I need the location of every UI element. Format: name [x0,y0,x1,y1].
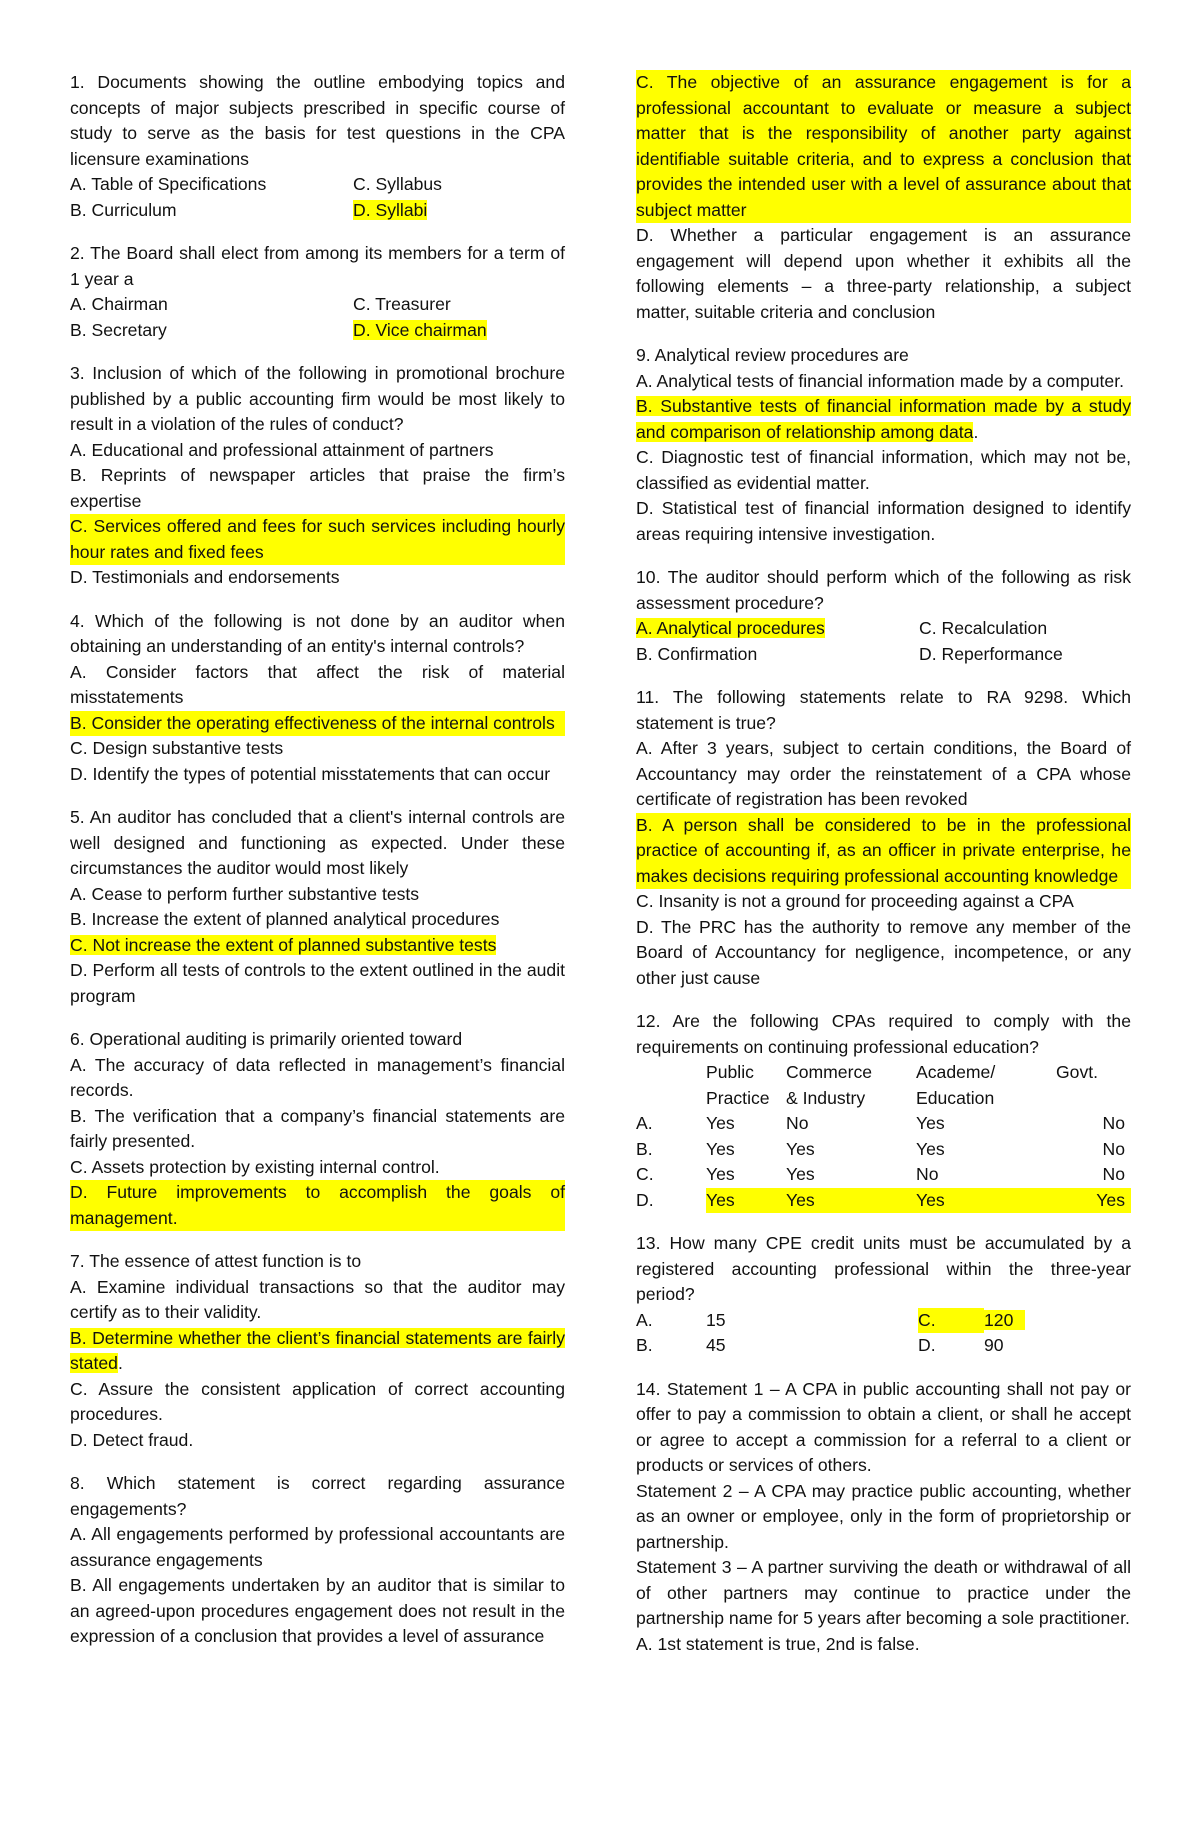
question-stem: 10. The auditor should perform which of the following as risk assessment procedure? [636,567,1131,613]
question-stem: 12. Are the following CPAs required to comply with the requirements on continuing professional education? [636,1011,1131,1057]
option-c-answer: C. Services offered and fees for such services including hourly hour rates and fixed fees [70,514,565,565]
question-1 [70,70,565,223]
option-c: C. Treasurer [353,294,451,314]
option-a: A. Cease to perform further substantive tests [70,883,420,904]
row-label: B. [636,1138,653,1159]
option-d: D. Detect fraud. [70,1429,194,1450]
option-b: B. Reprints of newspaper articles that praise the firm’s expertise [70,465,565,511]
option-b: B. The verification that a company’s financial statements are fairly presented. [70,1105,565,1151]
row-label: A. [636,1113,653,1133]
option-a-answer: A. Analytical procedures [636,618,825,638]
question-stem: 5. An auditor has concluded that a client's internal controls are well designed and functioning as expected. Under these circumstances the auditor would most likely [70,807,565,878]
question-13 [636,1231,1131,1359]
table-cell: No [1102,1113,1125,1133]
option-a: A. Examine individual transactions so that the auditor may certify as to their validity. [70,1276,565,1322]
table-cell: Yes [916,1138,945,1159]
question-4 [70,609,565,788]
option-b-label: B. [636,1335,653,1355]
table-cell: Yes [786,1188,916,1214]
header-cell: Practice [706,1087,770,1108]
table-row [636,1111,1131,1137]
option-a: A. Table of Specifications [70,174,267,194]
question-stem: 13. How many CPE credit units must be accumulated by a registered accounting professional within the three-year period? [636,1233,1131,1304]
table-cell: No [916,1164,939,1184]
table-cell: Yes [706,1113,735,1133]
option-a-value: 15 [706,1309,726,1330]
header-cell: Education [916,1087,995,1108]
question-10 [636,565,1131,667]
option-a: A. Analytical tests of financial information made by a computer. [636,370,1124,391]
table-cell: Yes [786,1138,815,1159]
table-cell: No [786,1113,809,1133]
option-c: C. Assure the consistent application of correct accounting procedures. [70,1378,565,1424]
option-grid [70,292,565,343]
row-label: C. [636,1164,654,1184]
option-b: B. Increase the extent of planned analytical procedures [70,909,500,929]
question-stem: 9. Analytical review procedures are [636,345,909,365]
table-row [636,1137,1131,1163]
option-a: A. 1st statement is true, 2nd is false. [636,1633,920,1654]
credit-options-row-1 [636,1308,1131,1334]
option-c-answer-value: 120 [984,1310,1025,1330]
table-row-answer [636,1188,1131,1214]
question-6 [70,1027,565,1231]
question-2 [70,241,565,343]
statement-1: 14. Statement 1 – A CPA in public accounting shall not pay or offer to pay a commission to obtain a client, or shall he accept or agree to accept a commission for a referral to a client or products or services of others. [636,1378,1131,1475]
table-cell: Yes [706,1188,786,1214]
table-row [636,1162,1131,1188]
right-column [636,70,1131,1657]
option-grid [636,616,1131,667]
credit-options-row-2 [636,1333,1131,1359]
question-9: 9. Analytical review procedures are A. Analytical tests of financial information made by a computer. B. Substantive tests of financial information made by a study and comparison of relationship among data. C. Diagnostic test of financial information, which may not be, classified as evidential matter. D. Statistical test of financial information designed to identify areas requiring intensive investigation. [636,343,1131,547]
table-cell: Yes [916,1113,945,1133]
question-stem: 11. The following statements relate to RA 9298. Which statement is true? [636,687,1131,733]
option-c-answer-label: C. [918,1308,984,1334]
cpe-table-header-2 [636,1086,1131,1112]
option-a: A. Consider factors that affect the risk of material misstatements [70,661,565,707]
option-d: D. Whether a particular engagement is an assurance engagement will depend upon whether it exhibits all the following elements – a three-party relationship, a subject matter, suitable criteria and conclusion [636,225,1131,322]
question-stem: 4. Which of the following is not done by an auditor when obtaining an understanding of an entity's internal controls? [70,610,565,656]
option-a: A. Chairman [70,294,168,314]
cpe-table-header-1 [636,1060,1131,1086]
question-3 [70,361,565,591]
option-b-answer: B. A person shall be considered to be in the professional practice of accounting if, as an officer in private enterprise, he makes decisions requiring professional accounting knowledge [636,813,1131,890]
row-label [636,1188,706,1214]
option-b: B. All engagements undertaken by an auditor that is similar to an agreed-upon procedures engagement does not result in the expression of a conclusion that provides a level of assurance [70,1575,565,1646]
option-b: B. Confirmation [636,643,758,664]
option-d: D. Statistical test of financial information designed to identify areas requiring intensive investigation. [636,498,1131,544]
option-d: D. Perform all tests of controls to the extent outlined in the audit program [70,960,565,1006]
table-cell: No [1102,1138,1125,1159]
statement-3: Statement 3 – A partner surviving the death or withdrawal of all of other partners may continue to practice under the partnership name for 5 years after becoming a sole practitioner. [636,1557,1131,1628]
header-cell: Public [706,1062,754,1082]
header-cell: Commerce [786,1062,873,1082]
question-stem: 6. Operational auditing is primarily oriented toward [70,1029,463,1049]
option-b-value: 45 [706,1335,726,1355]
option-d: D. Identify the types of potential misstatements that can occur [70,763,551,784]
option-c: C. Diagnostic test of financial information, which may not be, classified as evidential matter. [636,447,1131,493]
statement-2: Statement 2 – A CPA may practice public accounting, whether as an owner or employee, only in the form of proprietorship or partnership. [636,1480,1131,1552]
question-14 [636,1377,1131,1658]
option-c: C. Recalculation [919,618,1048,638]
option-d-value: 90 [984,1335,1004,1355]
option-c-answer: C. The objective of an assurance engagement is for a professional accountant to evaluate or measure a subject matter that is the responsibility of another party against identifiable suitable criteria, and to express a conclusion that provides the intended user with a level of assurance about that subject matter [636,70,1131,223]
option-c: C. Assets protection by existing internal control. [70,1156,440,1177]
option-d-answer: D. Syllabi [353,199,428,220]
option-d: D. Testimonials and endorsements [70,567,340,587]
option-d: D. Reperformance [919,643,1063,664]
option-a: A. All engagements performed by professional accountants are assurance engagements [70,1524,565,1570]
option-a: A. Educational and professional attainment of partners [70,439,494,460]
row-label-text: D. [636,1189,654,1210]
header-cell [1056,1086,1131,1112]
option-d: D. The PRC has the authority to remove any member of the Board of Accountancy for negligence, incompetence, or any other just cause [636,916,1131,988]
option-b-answer: B. Consider the operating effectiveness of the internal controls [70,711,565,737]
option-c: C. Design substantive tests [70,738,284,758]
option-d-answer: D. Vice chairman [353,319,487,340]
option-b: B. Curriculum [70,199,177,220]
header-cell: Govt. [1056,1062,1099,1082]
option-b: B. Secretary [70,319,167,340]
question-11 [636,685,1131,991]
question-stem: 7. The essence of attest function is to [70,1251,362,1271]
question-stem: 3. Inclusion of which of the following in promotional brochure published by a public accounting firm would be most likely to result in a violation of the rules of conduct? [70,363,565,434]
question-stem: 8. Which statement is correct regarding assurance engagements? [70,1473,565,1519]
option-c-answer: C. Not increase the extent of planned substantive tests [70,934,497,955]
question-8 [70,1471,565,1650]
option-a: A. After 3 years, subject to certain conditions, the Board of Accountancy may order the reinstatement of a CPA whose certificate of registration has been revoked [636,738,1131,809]
option-a-label: A. [636,1309,653,1330]
option-a: A. The accuracy of data reflected in management’s financial records. [70,1054,565,1100]
option-c: C. Syllabus [353,174,442,194]
table-cell: Yes [786,1164,815,1184]
option-b-answer: B. Substantive tests of financial information made by a study and comparison of relationship among data [636,396,1131,442]
left-column [70,70,565,1650]
option-b-answer: B. Determine whether the client’s financial statements are fairly stated [70,1327,565,1373]
header-cell: & Industry [786,1087,866,1108]
question-8-continued [636,70,1131,325]
option-c: C. Insanity is not a ground for proceeding against a CPA [636,891,1074,911]
question-5 [70,805,565,1009]
table-cell: Yes [916,1188,1056,1214]
table-cell: Yes [1056,1188,1131,1214]
table-cell: No [1102,1164,1125,1184]
option-d-label: D. [918,1335,936,1355]
question-stem: 2. The Board shall elect from among its members for a term of 1 year a [70,243,565,289]
question-stem: 1. Documents showing the outline embodying topics and concepts of major subjects prescribed in specific course of study to serve as the basis for test questions in the CPA licensure examinations [70,72,565,169]
table-cell: Yes [706,1164,735,1184]
header-cell: Academe/ [916,1062,996,1082]
table-cell: Yes [706,1138,735,1159]
question-12 [636,1009,1131,1213]
question-7: 7. The essence of attest function is to A. Examine individual transactions so that the auditor may certify as to their validity. B. Determine whether the client’s financial statements are fairly stated. C. Assure the consistent application of correct accounting procedures. D. Detect fraud. [70,1249,565,1453]
option-grid [70,172,565,223]
option-d-answer: D. Future improvements to accomplish the goals of management. [70,1180,565,1231]
